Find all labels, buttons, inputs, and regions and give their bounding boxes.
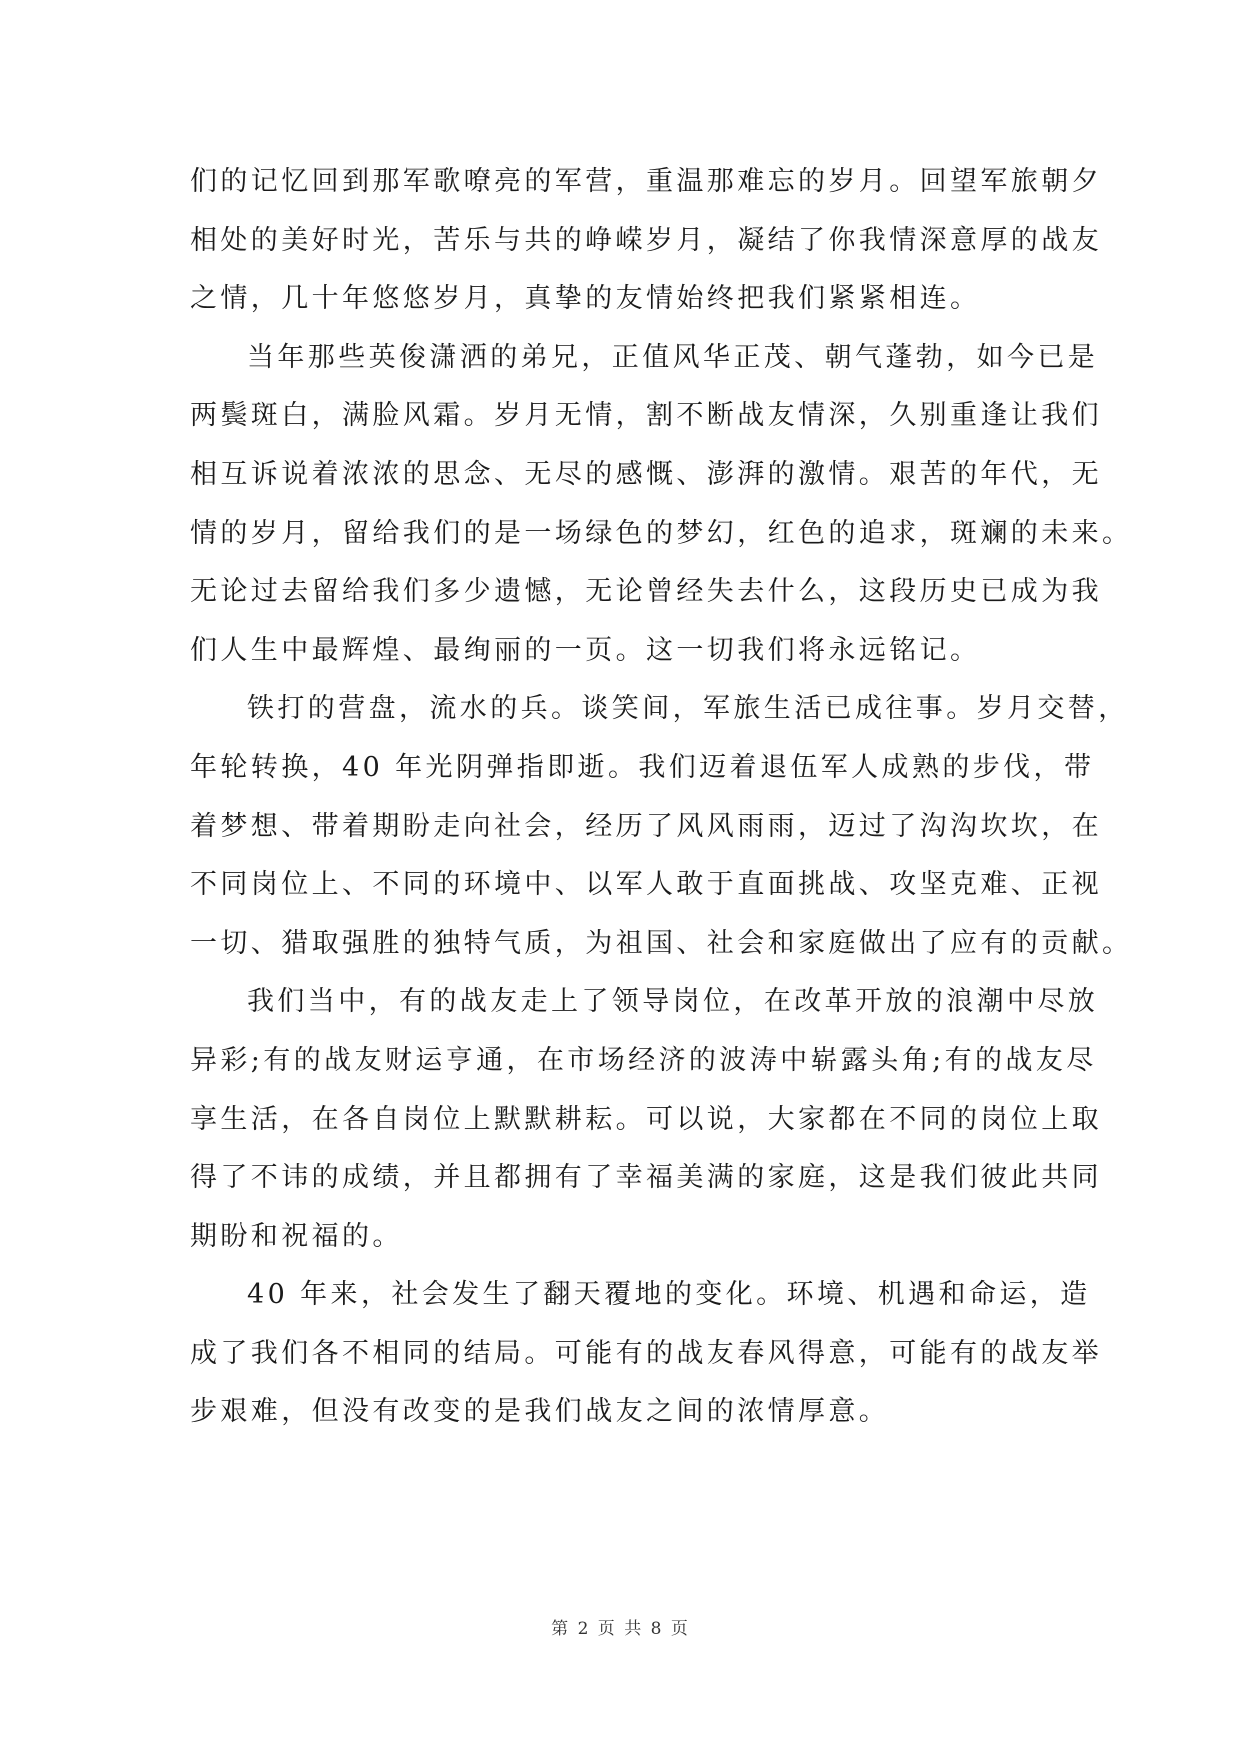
text-line: 一切、猎取强胜的独特气质，为祖国、社会和家庭做出了应有的贡献。 <box>190 927 1133 959</box>
text-line: 两鬓斑白，满脸风霜。岁月无情，割不断战友情深，久别重逢让我们 <box>190 400 1102 432</box>
text-line: 着梦想、带着期盼走向社会，经历了风风雨雨，迈过了沟沟坎坎，在 <box>190 810 1102 842</box>
text-line: 异彩;有的战友财运亨通，在市场经济的波涛中崭露头角;有的战友尽 <box>190 1044 1097 1076</box>
page-number-footer: 第 2 页 共 8 页 <box>551 1619 690 1639</box>
text-line: 得了不讳的成绩，并且都拥有了幸福美满的家庭，这是我们彼此共同 <box>190 1162 1102 1194</box>
text-line: 相互诉说着浓浓的思念、无尽的感慨、澎湃的激情。艰苦的年代，无 <box>190 458 1102 490</box>
text-line: 享生活，在各自岗位上默默耕耘。可以说，大家都在不同的岗位上取 <box>190 1103 1102 1135</box>
paragraph-first-line: 当年那些英俊潇洒的弟兄，正值风华正茂、朝气蓬勃，如今已是 <box>247 341 1099 373</box>
paragraph-first-line: 我们当中，有的战友走上了领导岗位，在改革开放的浪潮中尽放 <box>247 986 1099 1018</box>
text-line: 成了我们各不相同的结局。可能有的战友春风得意，可能有的战友举 <box>190 1337 1102 1369</box>
text-line: 期盼和祝福的。 <box>190 1220 403 1252</box>
text-line: 之情，几十年悠悠岁月，真挚的友情始终把我们紧紧相连。 <box>190 283 981 315</box>
body-text <box>190 153 1133 1442</box>
text-line: 们人生中最辉煌、最绚丽的一页。这一切我们将永远铭记。 <box>190 634 981 666</box>
text-line: 不同岗位上、不同的环境中、以军人敢于直面挑战、攻坚克难、正视 <box>190 869 1102 901</box>
paragraph-first-line: 40 年来，社会发生了翻天覆地的变化。环境、机遇和命运，造 <box>247 1279 1091 1311</box>
text-line: 步艰难，但没有改变的是我们战友之间的浓情厚意。 <box>190 1396 890 1428</box>
text-line: 无论过去留给我们多少遗憾，无论曾经失去什么，这段历史已成为我 <box>190 576 1102 608</box>
text-line: 们的记忆回到那军歌嘹亮的军营，重温那难忘的岁月。回望军旅朝夕 <box>190 166 1102 197</box>
text-line: 情的岁月，留给我们的是一场绿色的梦幻，红色的追求，斑斓的未来。 <box>190 517 1133 549</box>
paragraph-first-line: 铁打的营盘，流水的兵。谈笑间，军旅生活已成往事。岁月交替， <box>247 693 1129 725</box>
text-line: 相处的美好时光，苦乐与共的峥嵘岁月，凝结了你我情深意厚的战友 <box>190 224 1102 256</box>
text-line: 年轮转换，40 年光阴弹指即逝。我们迈着退伍军人成熟的步伐，带 <box>190 751 1095 783</box>
